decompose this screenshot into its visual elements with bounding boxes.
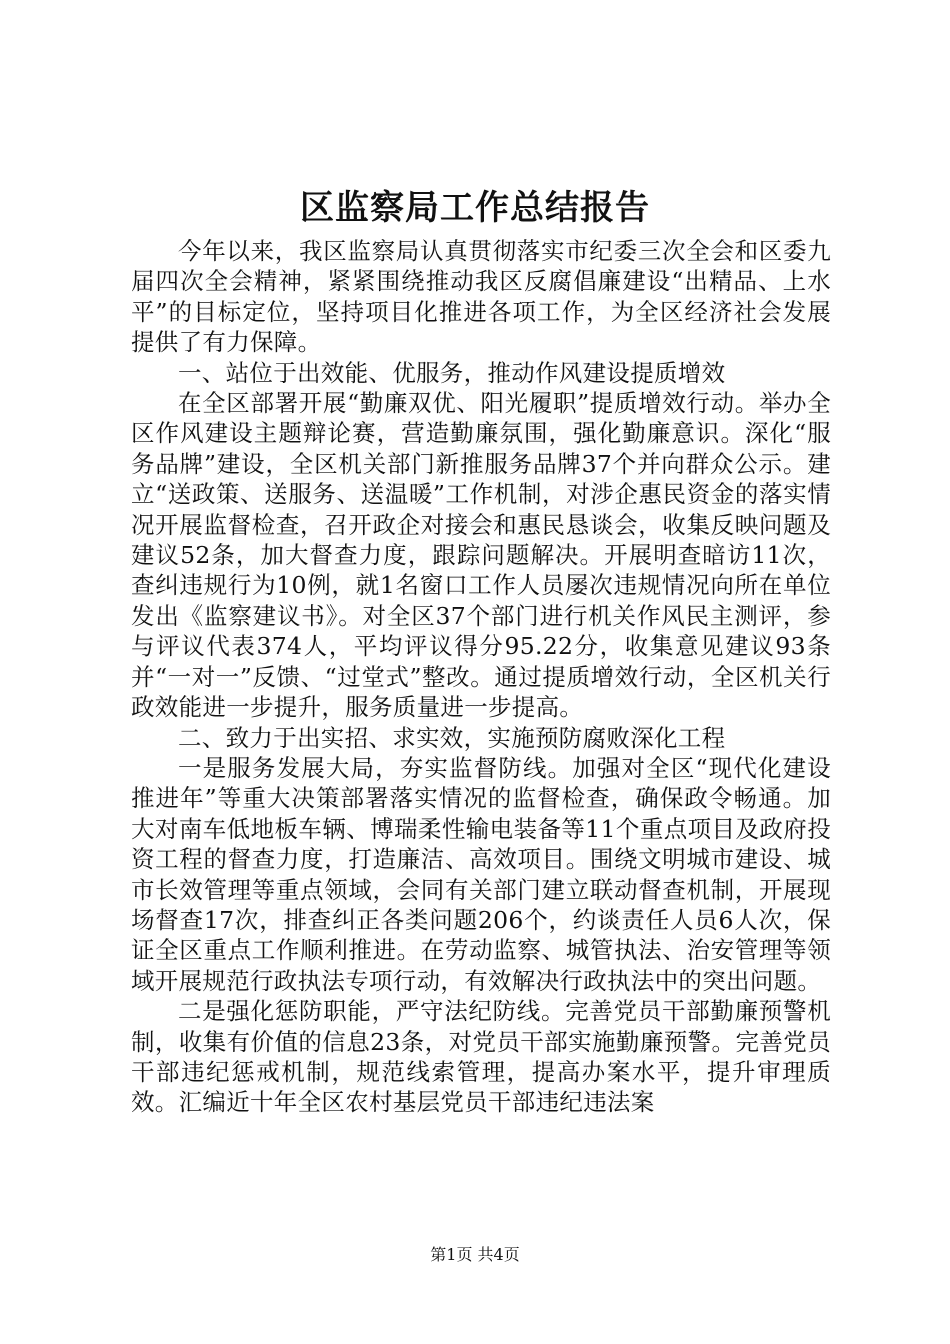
intro-paragraph: 今年以来，我区监察局认真贯彻落实市纪委三次全会和区委九届四次全会精神，紧紧围绕推动我区反腐倡廉建设“出精品、上水平”的目标定位，坚持项目化推进各项工作，为全区经济社会发展提供了有力保障。 — [131, 237, 831, 357]
document-title: 区监察局工作总结报告 — [300, 188, 650, 228]
section-heading-1: 一、站位于出效能、优服务，推动作风建设提质增效 — [178, 358, 726, 387]
document-body — [131, 236, 831, 1118]
section-2-paragraph-2: 二是强化惩防职能，严守法纪防线。完善党员干部勤廉预警机制，收集有价值的信息23条，对党员干部实施勤廉预警。完善党员干部违纪惩戒机制，规范线索管理，提高办案水平，提升审理质效。汇编近十年全区农村基层党员干部违纪违法案 — [131, 997, 831, 1117]
section-2-paragraph-1: 一是服务发展大局，夯实监督防线。加强对全区“现代化建设推进年”等重大决策部署落实情况的监督检查，确保政令畅通。加大对南车低地板车辆、博瑞柔性输电装备等11个重点项目及政府投资工程的督查力度，打造廉洁、高效项目。围绕文明城市建设、城市长效管理等重点领域，会同有关部门建立联动督查机制，开展现场督查17次，排查纠正各类问题206个，约谈责任人员6人次，保证全区重点工作顺利推进。在劳动监察、城管执法、治安管理等领域开展规范行政执法专项行动，有效解决行政执法中的突出问题。 — [131, 753, 831, 995]
section-1-paragraph: 在全区部署开展“勤廉双优、阳光履职”提质增效行动。举办全区作风建设主题辩论赛，营造勤廉氛围，强化勤廉意识。深化“服务品牌”建设，全区机关部门新推服务品牌37个并向群众公示。建立“送政策、送服务、送温暖”工作机制，对涉企惠民资金的落实情况开展监督检查，召开政企对接会和惠民恳谈会，收集反映问题及建议52条，加大督查力度，跟踪问题解决。开展明查暗访11次，查纠违规行为10例，就1名窗口工作人员屡次违规情况向所在单位发出《监察建议书》。对全区37个部门进行机关作风民主测评，参与评议代表374人，平均评议得分95.22分，收集意见建议93条并“一对一”反馈、“过堂式”整改。通过提质增效行动，全区机关行政效能进一步提升，服务质量进一步提高。 — [131, 389, 831, 722]
page-footer: 第1页 共4页 — [430, 1245, 520, 1264]
section-heading-2: 二、致力于出实招、求实效，实施预防腐败深化工程 — [178, 723, 726, 752]
